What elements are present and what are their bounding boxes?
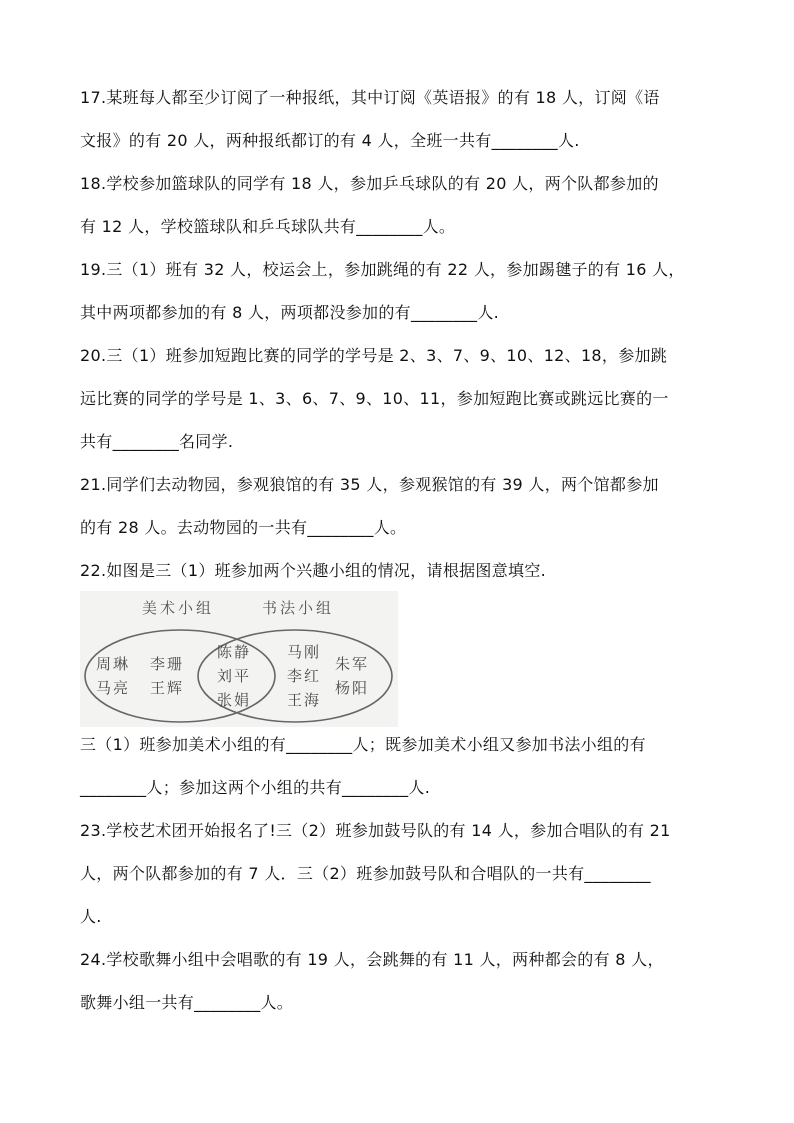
worksheet-page <box>80 88 720 1013</box>
q21-line-1: 21.同学们去动物园，参观狼馆的有 35 人，参观猴馆的有 39 人，两个馆都参加 <box>80 475 659 494</box>
q20-line-1: 20.三（1）班参加短跑比赛的同学的学号是 2、3、7、9、10、12、18，参加跳 <box>80 346 668 365</box>
both-groups-member: 张娟 <box>217 691 252 709</box>
art-group-label: 美术小组 <box>142 599 215 617</box>
q20-line-2: 远比赛的同学的学号是 1、3、6、7、9、10、11，参加短跑比赛或跳远比赛的一 <box>80 389 669 408</box>
q24-line-2: 歌舞小组一共有________人。 <box>80 993 294 1012</box>
calligraphy-only-member: 李红 <box>287 667 322 685</box>
calligraphy-only-member: 王海 <box>287 691 322 709</box>
art-only-member: 马亮 <box>96 679 131 697</box>
art-only-member: 周琳 <box>96 655 131 673</box>
q17-line-1: 17.某班每人都至少订阅了一种报纸，其中订阅《英语报》的有 18 人，订阅《语 <box>80 88 660 107</box>
art-only-member: 李珊 <box>150 655 185 673</box>
q20-line-3: 共有________名同学. <box>80 432 234 451</box>
calligraphy-only-member: 朱军 <box>335 655 370 673</box>
both-groups-member: 陈静 <box>217 643 252 661</box>
calligraphy-only-member: 马刚 <box>287 643 322 661</box>
q23-line-2: 人，两个队都参加的有 7 人．三（2）班参加鼓号队和合唱队的一共有________ <box>80 864 651 883</box>
venn-diagram <box>80 591 398 727</box>
q23-line-1: 23.学校艺术团开始报名了!三（2）班参加鼓号队的有 14 人，参加合唱队的有 21 <box>80 821 671 840</box>
art-only-member: 王辉 <box>150 679 185 697</box>
q22-line-3: ________人；参加这两个小组的共有________人. <box>80 778 431 797</box>
q21-line-2: 的有 28 人。去动物园的一共有________人。 <box>80 518 407 537</box>
q18-line-1: 18.学校参加篮球队的同学有 18 人，参加乒乓球队的有 20 人，两个队都参加的 <box>80 174 659 193</box>
q17-line-2: 文报》的有 20 人，两种报纸都订的有 4 人，全班一共有________人. <box>80 131 580 150</box>
calligraphy-group-label: 书法小组 <box>262 599 335 617</box>
q23-line-3: 人. <box>80 907 102 926</box>
q18-line-2: 有 12 人，学校篮球队和乒乓球队共有________人。 <box>80 217 456 236</box>
q22-line-2: 三（1）班参加美术小组的有________人；既参加美术小组又参加书法小组的有 <box>80 735 646 754</box>
q19-line-1: 19.三（1）班有 32 人，校运会上，参加跳绳的有 22 人，参加踢毽子的有 16 人， <box>80 260 685 279</box>
both-groups-member: 刘平 <box>217 667 252 685</box>
q22-line-1: 22.如图是三（1）班参加两个兴趣小组的情况，请根据图意填空. <box>80 561 547 580</box>
calligraphy-only-member: 杨阳 <box>335 679 370 697</box>
q19-line-2: 其中两项都参加的有 8 人，两项都没参加的有________人. <box>80 303 500 322</box>
q24-line-1: 24.学校歌舞小组中会唱歌的有 19 人，会跳舞的有 11 人，两种都会的有 8 人， <box>80 950 664 969</box>
